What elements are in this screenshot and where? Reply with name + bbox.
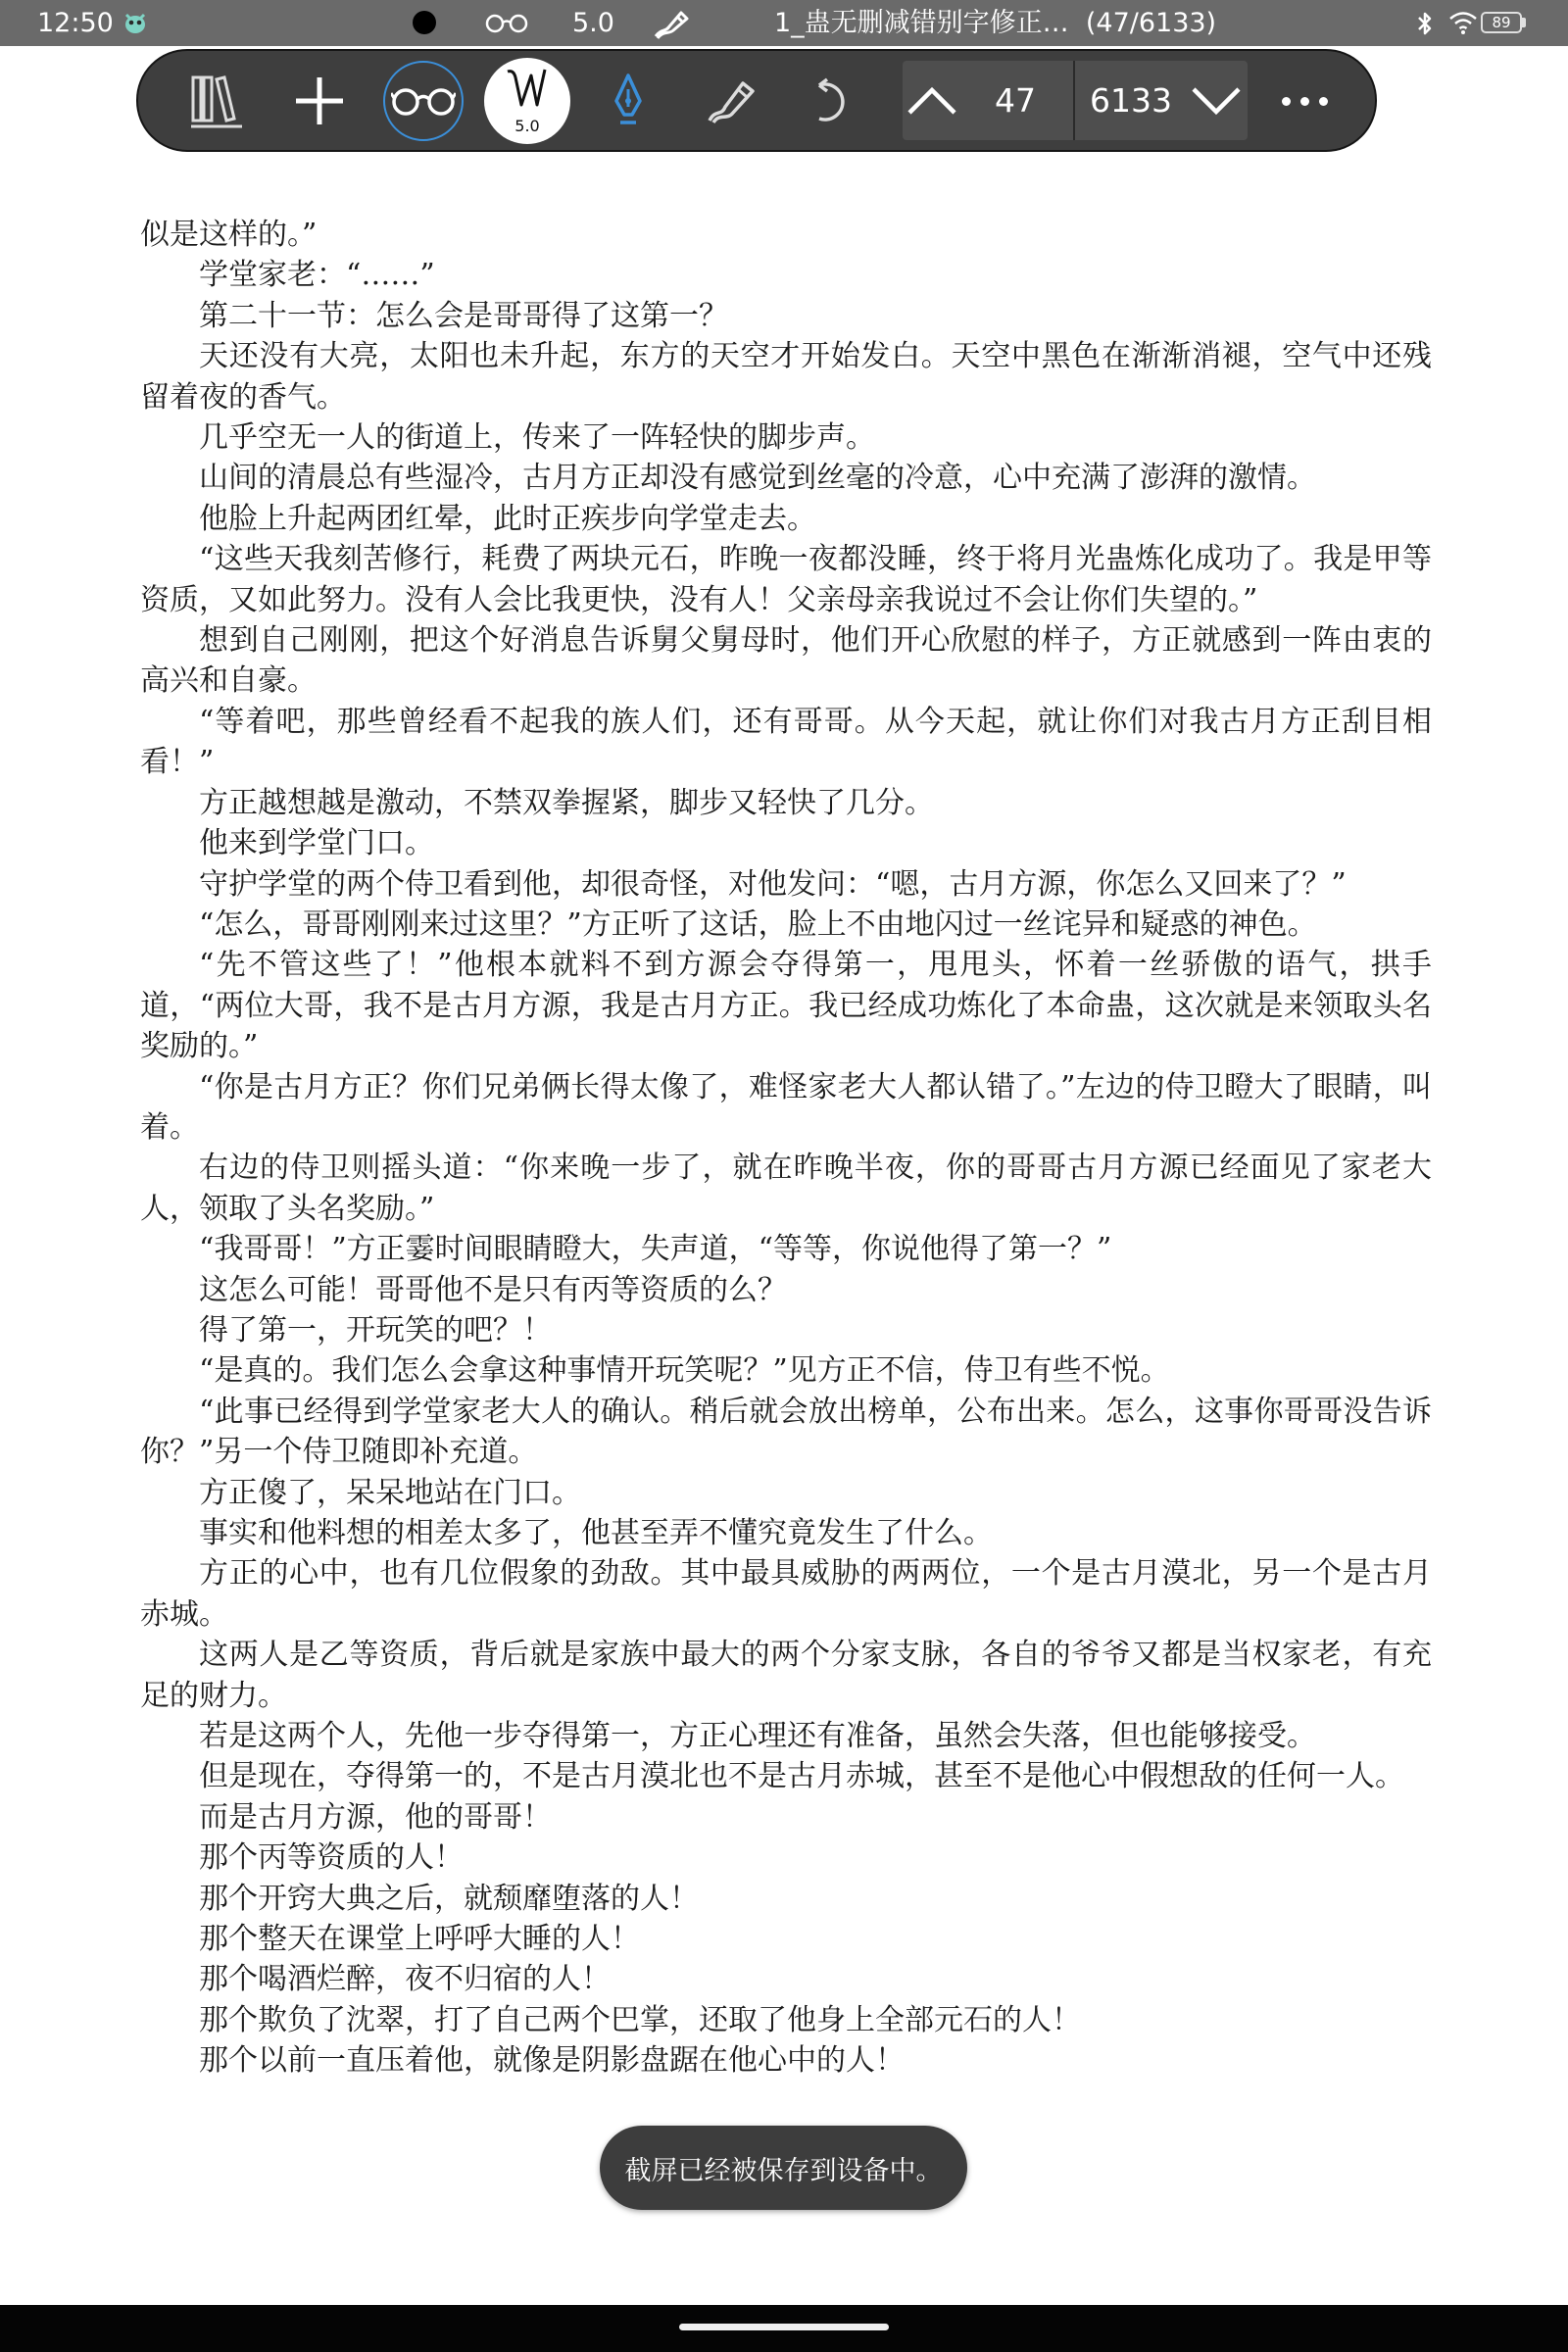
text-paragraph: “怎么，哥哥刚刚来过这里？”方正听了这话，脸上不由地闪过一丝诧异和疑惑的神色。	[199, 906, 1317, 942]
signature-pen-icon	[704, 75, 759, 126]
text-paragraph: 右边的侍卫则摇头道：“你来晚一步了，就在昨晚半夜，你的哥哥古月方源已经面见了家老大人，领取了头名奖励。”	[140, 1151, 1432, 1226]
chevron-down-icon	[1191, 86, 1242, 116]
text-paragraph: 而是古月方源，他的哥哥！	[199, 1799, 552, 1835]
pen-logo-icon	[504, 66, 551, 117]
text-paragraph: 方正越想越是激动，不禁双拳握紧，脚步又轻快了几分。	[199, 785, 934, 820]
text-paragraph: 守护学堂的两个侍卫看到他，却很奇怪，对他发问：“嗯，古月方源，你怎么又回来了？”	[199, 866, 1347, 902]
text-paragraph: 他脸上升起两团红晕，此时正疾步向学堂走去。	[199, 501, 816, 536]
signature-button[interactable]	[697, 51, 765, 150]
home-indicator[interactable]	[679, 2324, 889, 2330]
undo-icon	[808, 75, 851, 126]
wifi-icon	[1448, 0, 1478, 46]
add-button[interactable]	[280, 51, 359, 150]
text-paragraph: 想到自己刚刚，把这个好消息告诉舅父舅母时，他们开心欣慰的样子，方正就感到一阵由衷的高兴和自豪。	[140, 623, 1432, 699]
reading-mode-ring	[383, 61, 464, 141]
text-paragraph: “你是古月方正？你们兄弟俩长得太像了，难怪家老大人都认错了。”左边的侍卫瞪大了眼睛，叫着。	[140, 1069, 1432, 1145]
text-paragraph: “我哥哥！”方正霎时间眼睛瞪大，失声道，“等等，你说他得了第一？”	[199, 1232, 1112, 1267]
text-paragraph: 几乎空无一人的街道上，传来了一阵轻快的脚步声。	[199, 420, 875, 456]
text-paragraph: 似是这样的。”	[140, 218, 318, 252]
text-paragraph: 那个欺负了沈翠，打了自己两个巴掌，还取了他身上全部元石的人！	[199, 2002, 1081, 2037]
previous-page-button[interactable]	[903, 61, 961, 140]
text-paragraph: “此事已经得到学堂家老大人的确认。稍后就会放出榜单，公布出来。怎么，这事你哥哥没告诉你？”另一个侍卫随即补充道。	[140, 1394, 1432, 1470]
battery-icon	[1481, 0, 1528, 46]
chevron-up-icon	[906, 86, 957, 116]
more-button[interactable]	[1265, 51, 1344, 150]
page-navigator	[903, 61, 1248, 140]
text-paragraph: 这两人是乙等资质，背后就是家族中最大的两个分家支脉，各自的爷爷又都是当权家老，有充足的财力。	[140, 1638, 1432, 1713]
record-dot-icon	[412, 0, 437, 46]
text-paragraph: 学堂家老：“……”	[199, 258, 435, 293]
text-paragraph: “等着吧，那些曾经看不起我的族人们，还有哥哥。从今天起，就让你们对我古月方正刮目相看！”	[140, 704, 1432, 780]
page-content	[140, 215, 1432, 2082]
text-paragraph: 第二十一节：怎么会是哥哥得了这第一？	[199, 298, 728, 333]
total-pages: 6133	[1090, 81, 1172, 120]
bluetooth-icon	[1416, 0, 1434, 46]
pen-icon	[652, 0, 691, 46]
text-paragraph: 他来到学堂门口。	[199, 826, 434, 861]
bug-icon	[122, 0, 149, 46]
text-paragraph: 但是现在，夺得第一的，不是古月漠北也不是古月赤城，甚至不是他心中假想敌的任何一人。	[199, 1759, 1404, 1794]
text-paragraph: 山间的清晨总有些湿冷，古月方正却没有感觉到丝毫的冷意，心中充满了澎湃的激情。	[199, 461, 1316, 496]
status-time: 12:50	[37, 8, 114, 38]
zoom-level: 5.0	[572, 8, 614, 38]
screenshot-saved-toast: 截屏已经被保存到设备中。	[600, 2126, 967, 2210]
text-paragraph: 方正傻了，呆呆地站在门口。	[199, 1475, 581, 1510]
text-paragraph: 事实和他料想的相差太多了，他甚至弄不懂究竟发生了什么。	[199, 1516, 993, 1550]
plus-icon	[294, 75, 345, 126]
pen-version: 5.0	[514, 116, 540, 135]
text-paragraph: 那个开窍大典之后，就颓靡堕落的人！	[199, 1881, 699, 1916]
text-paragraph: 若是这两个人，先他一步夺得第一，方正心理还有准备，虽然会失落，但也能够接受。	[199, 1719, 1316, 1754]
navigation-bar	[0, 2305, 1568, 2352]
text-paragraph: 那个整天在课堂上呼呼大睡的人！	[199, 1922, 640, 1957]
text-paragraph: 那个喝酒烂醉，夜不归宿的人！	[199, 1962, 611, 1997]
document-title: 1_蛊无删减错别字修正… (47/6133)	[774, 8, 1217, 38]
current-page-number[interactable]: 47	[995, 81, 1036, 120]
pen-tool-button[interactable]	[483, 51, 571, 150]
text-paragraph: “这些天我刻苦修行，耗费了两块元石，昨晚一夜都没睡，终于将月光蛊炼化成功了。我是甲等资质，又如此努力。没有人会比我更快，没有人！父亲母亲我说过不会让你们失望的。”	[140, 542, 1432, 617]
reader-toolbar	[136, 49, 1377, 152]
text-paragraph: 这怎么可能！哥哥他不是只有丙等资质的么？	[199, 1272, 787, 1307]
pen-tool-disc	[484, 58, 570, 144]
text-paragraph: “是真的。我们怎么会拿这种事情开玩笑呢？”见方正不信，侍卫有些不悦。	[199, 1353, 1170, 1389]
text-paragraph: 得了第一，开玩笑的吧？！	[199, 1312, 552, 1348]
library-button[interactable]	[177, 51, 256, 150]
text-paragraph: 方正的心中，也有几位假象的劲敌。其中最具威胁的两两位，一个是古月漠北，另一个是古月赤城。	[140, 1556, 1432, 1632]
glasses-icon	[391, 85, 456, 117]
text-paragraph: 天还没有大亮，太阳也未升起，东方的天空才开始发白。天空中黑色在渐渐消褪，空气中还残留着夜的香气。	[140, 339, 1432, 415]
more-dots-icon	[1277, 91, 1333, 110]
fountain-pen-button[interactable]	[594, 51, 662, 150]
undo-button[interactable]	[800, 51, 858, 150]
battery-level: 89	[1481, 12, 1522, 33]
library-icon	[189, 72, 244, 130]
glasses-icon	[485, 0, 528, 46]
next-page-button[interactable]	[1187, 61, 1246, 140]
reading-mode-button[interactable]	[381, 51, 466, 150]
text-paragraph: 那个以前一直压着他，就像是阴影盘踞在他心中的人！	[199, 2043, 905, 2079]
text-paragraph: 那个丙等资质的人！	[199, 1840, 464, 1876]
fountain-pen-nib-icon	[611, 72, 646, 130]
status-bar	[0, 0, 1568, 46]
text-paragraph: “先不管这些了！”他根本就料不到方源会夺得第一，甩甩头，怀着一丝骄傲的语气，拱手道，“两位大哥，我不是古月方源，我是古月方正。我已经成功炼化了本命蛊，这次就是来领取头名奖励的。”	[140, 948, 1432, 1064]
